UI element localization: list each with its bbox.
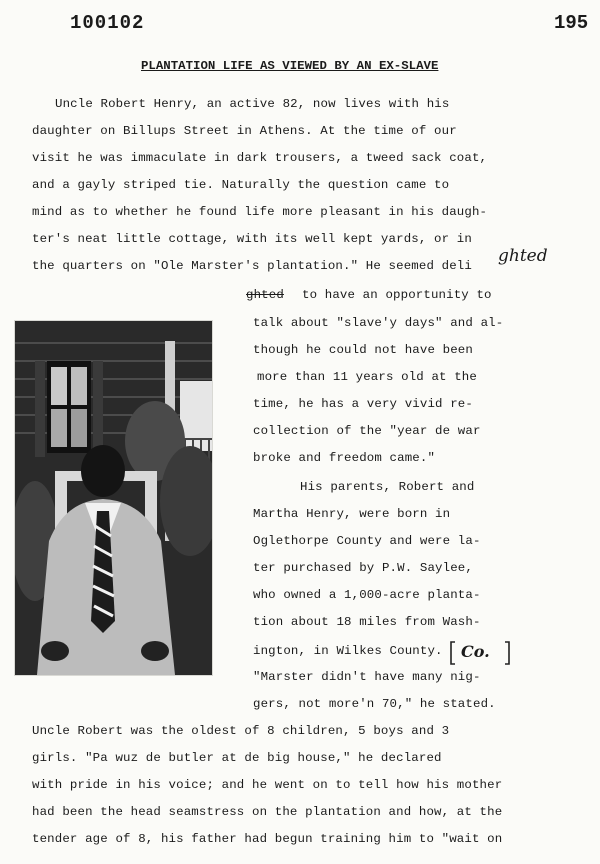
text-line: tion about 18 miles from Wash- (253, 615, 481, 629)
handwritten-correction: ghted (498, 246, 548, 266)
document-id: 100102 (70, 12, 145, 34)
man-portrait-photo-icon (15, 321, 212, 675)
text-line: with pride in his voice; and he went on to tell how his mother (32, 778, 503, 792)
text-line: visit he was immaculate in dark trousers, a tweed sack coat, (32, 151, 488, 165)
text-line: and a gayly striped tie. Naturally the question came to (32, 178, 450, 192)
text-line: ter purchased by P.W. Saylee, (253, 561, 473, 575)
text-line: Uncle Robert Henry, an active 82, now lives with his (55, 97, 450, 111)
text-line: though he could not have been (253, 343, 473, 357)
text-line: time, he has a very vivid re- (253, 397, 473, 411)
text-line: collection of the "year de war (253, 424, 481, 438)
page-title: PLANTATION LIFE AS VIEWED BY AN EX-SLAVE (141, 59, 439, 73)
text-line: mind as to whether he found life more pleasant in his daugh- (32, 205, 488, 219)
text-line: to have an opportunity to (302, 288, 492, 302)
text-line: ington, in Wilkes County. (253, 644, 443, 658)
county-abbrev: Co. (461, 642, 490, 661)
text-line: daughter on Billups Street in Athens. At the time of our (32, 124, 457, 138)
page-number: 195 (554, 12, 589, 34)
text-line: girls. "Pa wuz de butler at de big house," he declared (32, 751, 442, 765)
text-line: "Marster didn't have many nig- (253, 670, 481, 684)
text-line: had been the head seamstress on the plantation and how, at the (32, 805, 503, 819)
text-line: who owned a 1,000-acre planta- (253, 588, 481, 602)
text-line: Uncle Robert was the oldest of 8 children, 5 boys and 3 (32, 724, 450, 738)
portrait-photograph (14, 320, 213, 676)
text-line: talk about "slave'y days" and al- (253, 316, 504, 330)
handwritten-county-note (449, 640, 511, 666)
text-line: the quarters on "Ole Marster's plantation." He seemed deli (32, 259, 472, 273)
struck-text: ghted (246, 288, 284, 302)
text-line: tender age of 8, his father had begun training him to "wait on (32, 832, 503, 846)
text-line: ter's neat little cottage, with its well kept yards, or in (32, 232, 472, 246)
text-line: Oglethorpe County and were la- (253, 534, 481, 548)
text-line: Martha Henry, were born in (253, 507, 451, 521)
text-line: broke and freedom came." (253, 451, 436, 465)
text-line: gers, not more'n 70," he stated. (253, 697, 496, 711)
text-line: more than 11 years old at the (257, 370, 477, 384)
text-line: His parents, Robert and (300, 480, 475, 494)
